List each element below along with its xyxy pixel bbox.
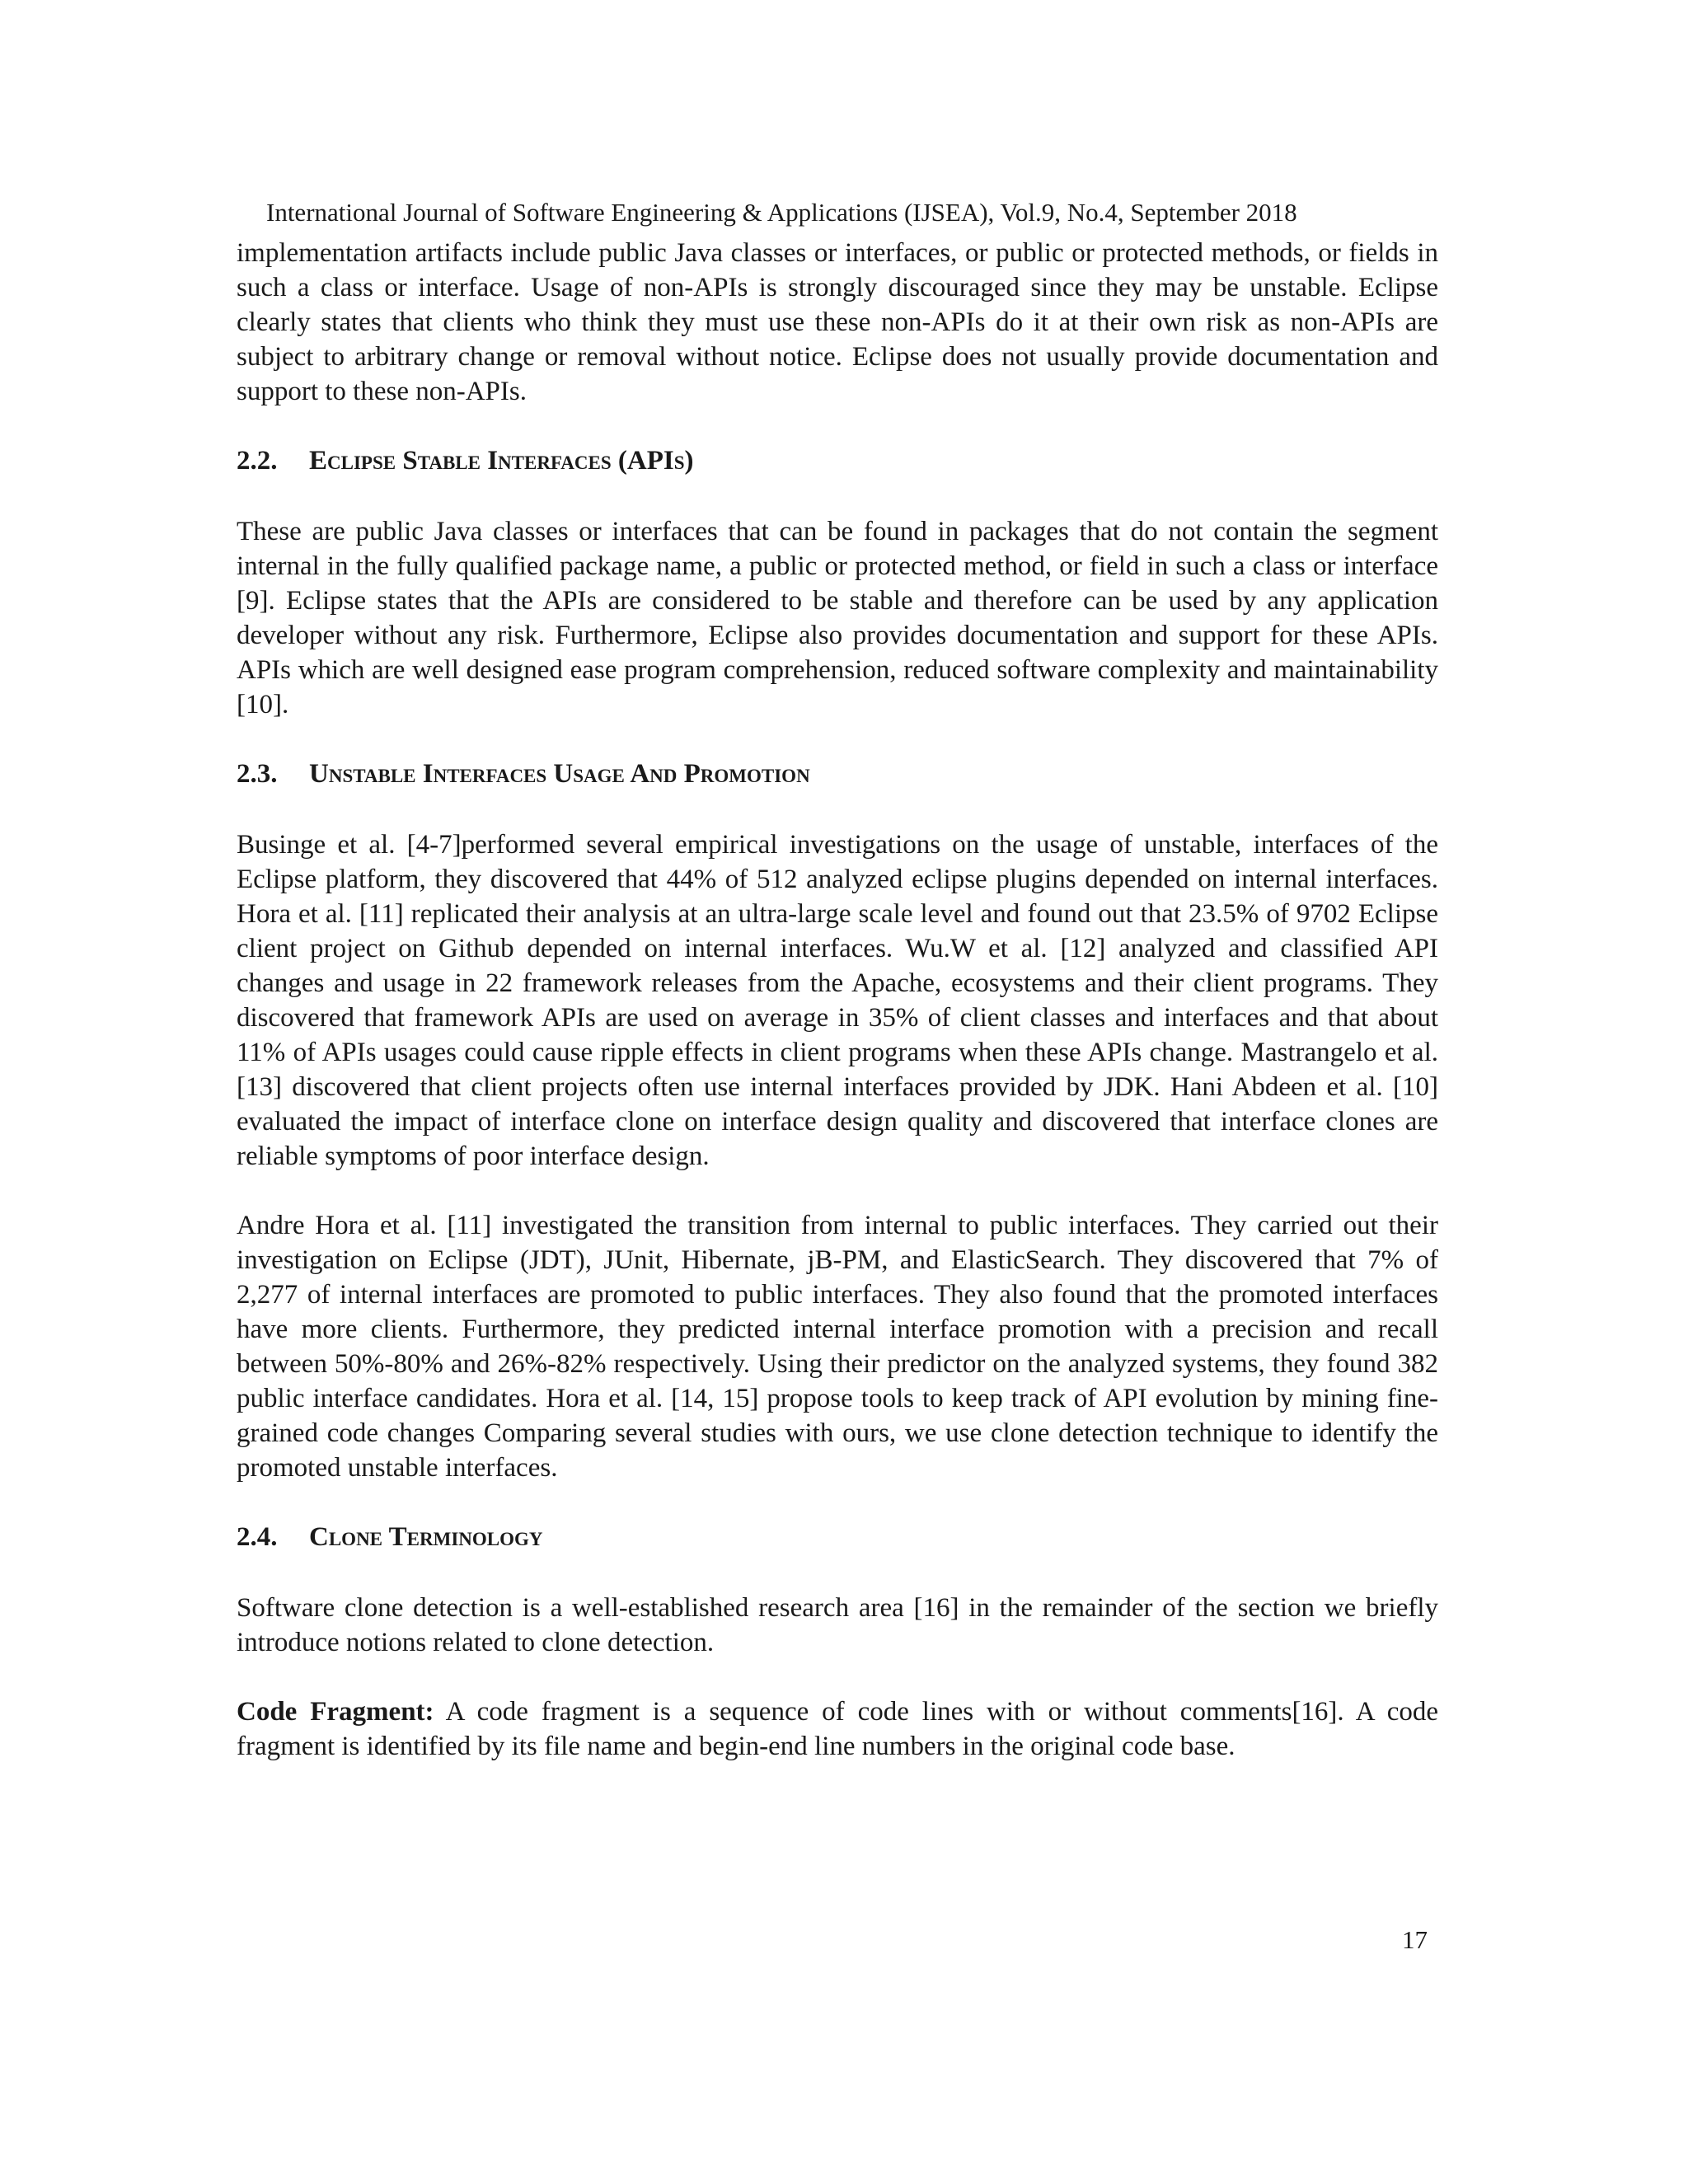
body-paragraph: Andre Hora et al. [11] investigated the transition from internal to public interfaces. They carried out their investigation on Eclipse (JDT), JUnit, Hibernate, jB-PM, and ElasticSearch. They discovered that 7% of 2,277 of internal interfaces are promoted to public interfaces. They also found that the promoted interfaces have more clients. Furthermore, they predicted internal interface promotion with a precision and recall between 50%-80% and 26%-82% respectively. Using their predictor on the analyzed systems, they found 382 public interface candidates. Hora et al. [14, 15] propose tools to keep track of API evolution by mining fine-grained code changes Comparing several studies with ours, we use clone detection technique to identify the promoted unstable interfaces. [237,1211,1438,1483]
section-number: 2.3. [237,759,278,789]
definition-term: Code Fragment: [237,1697,434,1727]
section-2-2 [237,443,1438,722]
section-title: Clone Terminology [309,1522,543,1552]
section-title: Unstable Interfaces Usage And Promotion [309,759,810,789]
section-heading [237,757,1438,791]
section-heading [237,443,1438,478]
section-number: 2.2. [237,446,278,476]
section-number: 2.4. [237,1522,278,1552]
body-paragraph: Businge et al. [4-7]performed several empirical investigations on the usage of unstable, interfaces of the Eclipse platform, they discovered that 44% of 512 analyzed eclipse plugins depended on internal interfaces. Hora et al. [11] replicated their analysis at an ultra-large scale level and found out that 23.5% of 9702 Eclipse client project on Github depended on internal interfaces. Wu.W et al. [12] analyzed and classified API changes and usage in 22 framework releases from the Apache, ecosystems and their client programs. They discovered that framework APIs are used on average in 35% of client classes and interfaces and that about 11% of APIs usages could cause ripple effects in client programs when these APIs change. Mastrangelo et al. [13] discovered that client projects often use internal interfaces provided by JDK. Hani Abdeen et al. [10] evaluated the impact of interface clone on interface design quality and discovered that interface clones are reliable symptoms of poor interface design. [237,830,1438,1171]
section-heading [237,1520,1438,1554]
page-number: 17 [1402,1925,1428,1954]
section-title: Eclipse Stable Interfaces (APIs) [309,446,694,476]
body-paragraph: Software clone detection is a well-established research area [16] in the remainder of the section we briefly introduce notions related to clone detection. [237,1593,1438,1657]
running-header: International Journal of Software Engineering & Applications (IJSEA), Vol.9, No.4, September 2018 [266,198,1297,227]
section-2-4 [237,1520,1438,1660]
definition-text: A code fragment is a sequence of code lines with or without comments[16]. A code fragment is identified by its file name and begin-end line numbers in the original code base. [237,1697,1438,1761]
page-body [237,236,1438,1764]
body-paragraph: These are public Java classes or interfaces that can be found in packages that do not contain the segment internal in the fully qualified package name, a public or protected method, or field in such a class or interface [9]. Eclipse states that the APIs are considered to be stable and therefore can be used by any application developer without any risk. Furthermore, Eclipse also provides documentation and support for these APIs. APIs which are well designed ease program comprehension, reduced software complexity and maintainability [10]. [237,517,1438,719]
definition-paragraph [237,1694,1438,1764]
intro-paragraph: implementation artifacts include public Java classes or interfaces, or public or protected methods, or fields in such a class or interface. Usage of non-APIs is strongly discouraged since they may be unstable. Eclipse clearly states that clients who think they must use these non-APIs do it at their own risk as non-APIs are subject to arbitrary change or removal without notice. Eclipse does not usually provide documentation and support to these non-APIs. [237,238,1438,406]
section-2-3 [237,757,1438,1485]
